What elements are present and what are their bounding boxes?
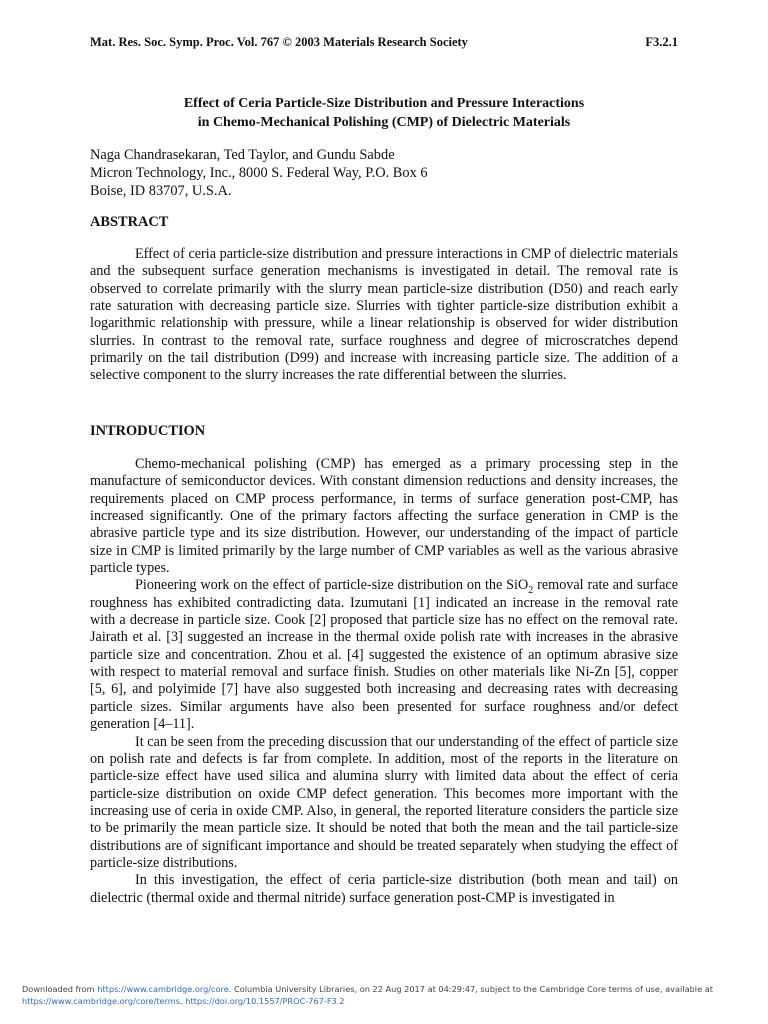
introduction-heading: INTRODUCTION — [90, 423, 206, 439]
download-footer — [22, 984, 742, 1007]
paper-title — [90, 94, 678, 132]
intro-p2-before: Pioneering work on the effect of particle-size distribution on the SiO — [135, 577, 529, 594]
subscript-2: 2 — [528, 585, 534, 597]
footer-middle: . Columbia University Libraries, on 22 Aug 2017 at 04:29:47, subject to the Cambridge Core terms of use, available at — [228, 984, 713, 994]
abstract-heading: ABSTRACT — [90, 214, 169, 230]
footer-prefix: Downloaded from — [22, 984, 98, 994]
abstract-paragraph: Effect of ceria particle-size distribution and pressure interactions in CMP of dielectric materials and the subsequent surface generation mechanisms is investigated in detail. The removal rate is observed to correlate primarily with the slurry mean particle-size distribution (D50) and reach early rate saturation with decreasing particle size. Slurries with tighter particle-size distribution exhibit a logarithmic relationship with pressure, while a linear relationship is observed for wider distribution slurries. In contrast to the removal rate, surface roughness and degree of microscratches depend primarily on the tail distribution (D99) and increase with increasing particle size. The addition of a selective component to the slurry increases the rate differential between the slurries. — [90, 246, 678, 384]
title-line-1: Effect of Ceria Particle-Size Distribution and Pressure Interactions — [183, 96, 585, 111]
intro-paragraph-1: Chemo-mechanical polishing (CMP) has emerged as a primary processing step in the manufacture of semiconductor devices. With constant dimension reductions and density increases, the requirements placed on CMP process performance, in terms of surface generation post-CMP, has increased significantly. One of the primary factors affecting the surface generation in CMP is the abrasive particle type and its size distribution. However, our understanding of the impact of particle size in CMP is limited primarily by the large number of CMP variables as well as the various abrasive particle types. — [90, 456, 678, 577]
page-identifier: F3.2.1 — [645, 35, 678, 49]
abstract-body — [90, 246, 678, 385]
footer-link-core[interactable]: https://www.cambridge.org/core — [97, 984, 229, 994]
author-names: Naga Chandrasekaran, Ted Taylor, and Gundu Sabde — [90, 147, 395, 163]
title-line-2: in Chemo-Mechanical Polishing (CMP) of Dielectric Materials — [197, 115, 571, 130]
author-block — [90, 146, 428, 200]
intro-paragraph-3: It can be seen from the preceding discussion that our understanding of the effect of particle size on polish rate and defects is far from complete. In addition, most of the reports in the literature on particle-size effect have used silica and alumina slurry with limited data about the effect of ceria particle-size distribution on oxide CMP defect generation. This becomes more important with the increasing use of ceria in oxide CMP. Also, in general, the reported literature considers the particle size to be primarily the mean particle size. It should be noted that both the mean and the tail particle-size distributions are of significant importance and should be treated separately when studying the effect of particle-size distributions. — [90, 733, 678, 871]
footer-separator: . — [180, 995, 186, 1006]
author-affiliation: Micron Technology, Inc., 8000 S. Federal Way, P.O. Box 6 — [90, 165, 428, 181]
intro-paragraph-2 — [90, 577, 678, 733]
intro-paragraph-4: In this investigation, the effect of ceria particle-size distribution (both mean and tail) on dielectric (thermal oxide and thermal nitride) surface generation post-CMP is investigated in — [90, 872, 678, 906]
introduction-body — [90, 456, 678, 907]
running-header-citation: Mat. Res. Soc. Symp. Proc. Vol. 767 © 2003 Materials Research Society — [90, 35, 468, 49]
intro-p2-after: removal rate and surface roughness has exhibited contradicting data. Izumutani [1] indicated an increase in the removal rate with a decrease in particle size. Cook [2] proposed that particle size has no effect on the removal rate. Jairath et al. [3] suggested an increase in the thermal oxide polish rate with increases in the abrasive particle size and concentration. Zhou et al. [4] suggested the existence of an optimum abrasive size with respect to material removal and surface finish. Studies on other materials like Ni-Zn [5], copper [5, 6], and polyimide [7] have also suggested both increasing and decreasing rates with decreasing particle sizes. Similar arguments have also been presented for surface roughness and/or defect generation [4–11]. — [90, 577, 679, 733]
footer-link-terms[interactable]: https://www.cambridge.org/core/terms — [22, 995, 181, 1006]
author-location: Boise, ID 83707, U.S.A. — [90, 183, 232, 199]
footer-link-doi[interactable]: https://doi.org/10.1557/PROC-767-F3.2 — [185, 995, 345, 1006]
